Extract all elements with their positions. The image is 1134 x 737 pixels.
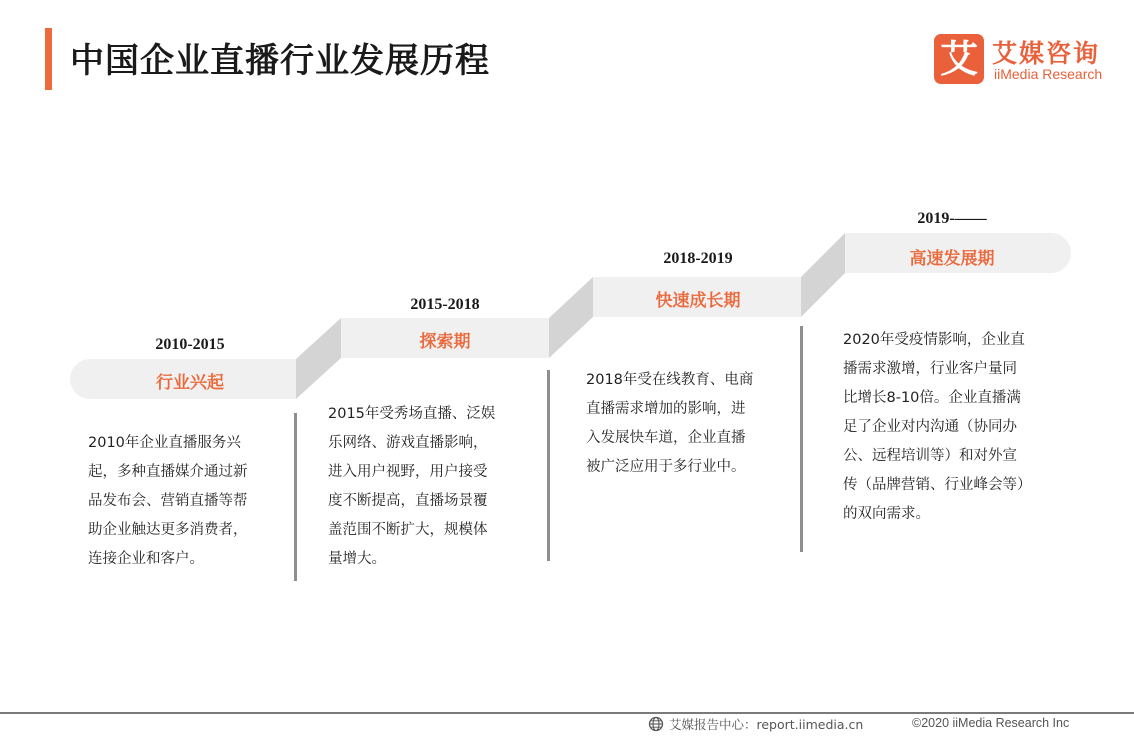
- footer-copyright: ©2020 iiMedia Research Inc: [912, 716, 1070, 730]
- step-riser-2: [549, 277, 593, 358]
- page-title: 中国企业直播行业发展历程: [70, 41, 490, 81]
- logo-name-cn: 艾媒咨询: [992, 39, 1101, 68]
- stage-3-desc: 2018年受在线教育、电商 直播需求增加的影响，进 入发展快车道，企业直播 被广泛应用于多行业中。: [586, 372, 754, 475]
- stage-1-desc: 2010年企业直播服务兴 起，多种直播媒介通过新 品发布会、营销直播等帮 助企业触达更多消费者， 连接企业和客户。: [88, 435, 248, 567]
- stage-4-desc: 2020年受疫情影响，企业直 播需求激增，行业客户量同 比增长8-10倍。企业直播满 足了企业对内沟通（协同办 公、远程培训等）和对外宣 传（品牌营销、行业峰会等） 的双向需求。: [843, 332, 1032, 522]
- stage-2-desc: 2015年受秀场直播、泛娱 乐网络、游戏直播影响， 进入用户视野，用户接受 度不断提高，直播场景覆 盖范围不断扩大，规模体 量增大。: [328, 406, 496, 567]
- stage-2-name: 探索期: [419, 332, 471, 352]
- logo-mark: 艾: [934, 34, 984, 84]
- step-riser-3: [801, 233, 845, 317]
- footer-source-text: 艾媒报告中心：report.iimedia.cn: [669, 717, 864, 732]
- step-riser-1: [296, 318, 341, 399]
- stage-4-years: 2019-——: [917, 210, 987, 227]
- globe-icon: [648, 716, 664, 732]
- stage-3-name: 快速成长期: [655, 291, 741, 311]
- logo-name-en: iiMedia Research: [994, 66, 1103, 82]
- footer-divider: [0, 712, 1134, 714]
- stage-2-years: 2015-2018: [410, 296, 480, 313]
- footer-source: [648, 714, 863, 734]
- stage-2-divider: [547, 370, 550, 561]
- stage-3-years: 2018-2019: [663, 250, 733, 267]
- stage-1-years: 2010-2015: [155, 336, 225, 353]
- stage-4-name: 高速发展期: [909, 249, 995, 269]
- stage-1-divider: [294, 413, 297, 581]
- stage-3-divider: [800, 326, 803, 552]
- stage-1-name: 行业兴起: [156, 373, 224, 393]
